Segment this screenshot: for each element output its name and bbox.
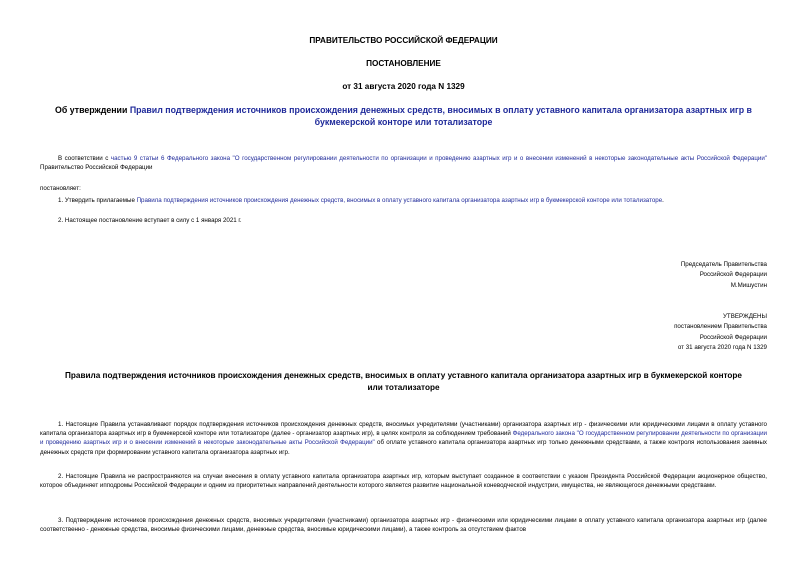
- rules-link[interactable]: Правила подтверждения источников происхождения денежных средств, вносимых в оплату уставного капитала организатора азартных игр в букмекерской конторе или тотализаторе: [136, 197, 663, 204]
- rule-1-part-1: 1. Настоящие Правила устанавливают порядок подтверждения источников происхождения денежных средств, вносимых учредителями (участниками) организатора азартных игр - физическими или юридическими лицами в оплату уставного капитала организатора азартных игр в букмекерской конторе или тотализаторе (далее - организатор азартных игр), в целях контроля за соблюдением требований: [40, 421, 767, 438]
- item-2-paragraph: 2. Настоящее постановление вступает в силу с 1 января 2021 г.: [58, 217, 242, 224]
- approved-heading: УТВЕРЖДЕНЫ: [723, 313, 767, 320]
- signature-block: [681, 260, 767, 291]
- resolves-text: постановляет:: [40, 185, 81, 192]
- document-title: [40, 104, 767, 128]
- rules-heading: Правила подтверждения источников происхождения денежных средств, вносимых в оплату уставного капитала организатора азартных игр в букмекерской конторе или тотализаторе: [65, 371, 742, 392]
- rule-1-law-link[interactable]: Федерального закона "О государственном регулировании деятельности по организации и проведению азартных игр и о внесении изменений в некоторые законодательные акты Российской Федерации": [40, 430, 767, 447]
- signature-name: М.Мишустин: [730, 281, 767, 289]
- approved-block: [674, 312, 767, 354]
- intro-paragraph: [40, 154, 767, 172]
- signature-position: Председатель Правительства: [680, 261, 767, 268]
- document-type-heading: ПОСТАНОВЛЕНИЕ: [366, 59, 441, 68]
- rule-3-paragraph: 3. Подтверждение источников происхождения денежных средств, вносимых учредителями (участниками) организатора азартных игр - физическими или юридическими лицами в оплату уставного капитала организатора азартных игр (далее соответственно - денежные средства, вносимые физическими лицами, денежные средства, вносимые юридическими лицами), а также контроль за отсутствием фактов: [40, 517, 767, 534]
- item-1-paragraph: [40, 196, 767, 205]
- approved-date: от 31 августа 2020 года N 1329: [677, 344, 767, 352]
- rule-2-paragraph: 2. Настоящие Правила не распространяются на случаи внесения в оплату уставного капитала организатора азартных игр, которым выступает созданное в соответствии с указом Президента Российской Федерации акционерное общество, которое объединяет ипподромы Российской Федерации и одним из приоритетных направлений деятельности которого является развитие национальной коневодческой индустрии, имущества, не являющегося денежными средствами.: [40, 473, 767, 490]
- government-heading: ПРАВИТЕЛЬСТВО РОССИЙСКОЙ ФЕДЕРАЦИИ: [309, 36, 498, 45]
- approved-by: постановлением Правительства: [674, 323, 767, 331]
- federal-law-link[interactable]: частью 9 статьи 6 Федерального закона "О государственном регулировании деятельности по организации и проведению азартных игр и о внесении изменений в некоторые законодательные акты Российской Федерации": [110, 155, 767, 162]
- intro-suffix: Правительство Российской Федерации: [40, 164, 153, 172]
- item-1-suffix: .: [662, 197, 664, 204]
- signature-country: Российской Федерации: [699, 271, 767, 279]
- title-prefix: Об утверждении: [55, 105, 130, 115]
- intro-prefix: В соответствии с: [58, 155, 111, 162]
- rule-1-part-2: об оплате уставного капитала организатора азартных игр только денежными средствами, а также контроля использования заемных денежных средств при формировании уставного капитала организатора азартных игр.: [40, 439, 768, 456]
- item-1-prefix: 1. Утвердить прилагаемые: [58, 197, 137, 204]
- rules-title-link[interactable]: Правил подтверждения источников происхождения денежных средств, вносимых в оплату уставного капитала организатора азартных игр в букмекерской конторе или тотализаторе: [129, 105, 752, 127]
- rule-1-paragraph: [40, 420, 767, 457]
- approved-country: Российской Федерации: [699, 333, 767, 341]
- date-number-heading: от 31 августа 2020 года N 1329: [342, 82, 465, 91]
